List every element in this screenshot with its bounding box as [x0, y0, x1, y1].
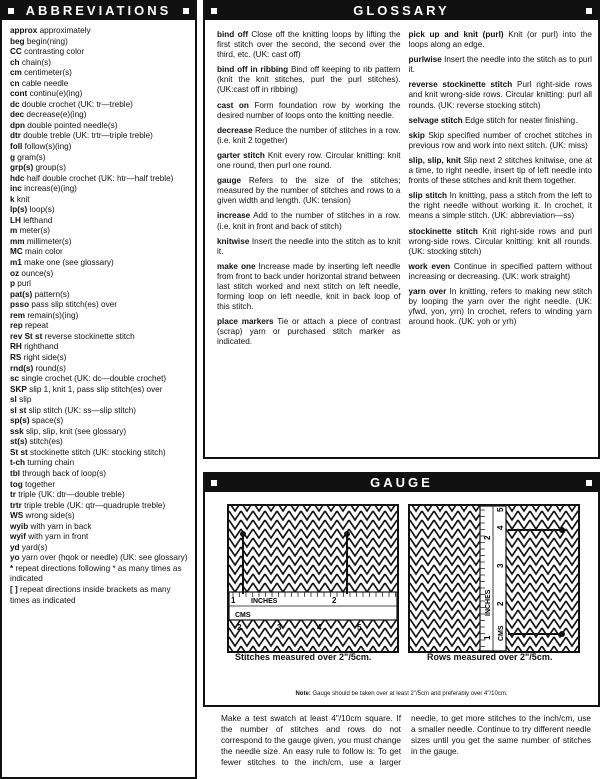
abbreviations-title: ABBREVIATIONS: [2, 2, 195, 20]
abbreviation-term: st(s): [10, 437, 28, 447]
abbreviation-term: k: [10, 194, 15, 204]
glossary-definition: Reduce the number of stitches in a row. (i.e. knit 2 together): [217, 125, 401, 145]
glossary-entry: [409, 262, 593, 282]
abbreviation-item: [10, 332, 189, 343]
abbreviation-term: m1: [10, 258, 22, 268]
abbreviation-item: [10, 226, 189, 237]
cm-tick-label: 5: [496, 507, 505, 512]
abbreviation-definition: half double crochet (UK: htr—half treble): [26, 173, 174, 183]
glossary-term: slip stitch: [408, 191, 448, 201]
abbreviation-term: ch: [10, 57, 20, 67]
abbreviation-term: sl: [10, 395, 17, 405]
glossary-definition: Add to the number of stitches in a row. (i.e. knit in front and back of stitch): [217, 211, 401, 231]
glossary-definition: Knit right-side rows and purl wrong-side rows. Circular knitting: knit all rounds. (UK: stocking stitch): [408, 226, 592, 256]
abbreviation-term: St st: [10, 447, 28, 457]
abbreviation-term: tr: [10, 490, 16, 500]
glossary-entry: [217, 65, 401, 95]
abbreviation-definition: right side(s): [23, 352, 67, 362]
abbreviation-definition: remain(s)(ing): [27, 310, 79, 320]
abbreviation-definition: slip: [19, 395, 32, 405]
abbreviation-item: [10, 448, 189, 459]
abbreviation-term: approx: [10, 26, 38, 35]
knit-stitch: [542, 506, 554, 511]
abbreviation-item: [10, 131, 189, 142]
abbreviation-item: [10, 110, 189, 121]
abbreviations-panel: [0, 0, 197, 779]
pin-head: [559, 631, 565, 637]
glossary-definition: In knitting, refers to making new stitch by looping the yarn over the right needle. (UK: yfwd, yon, yrn) In crochet, refers to winding yarn around hook. (UK: yoh or yrh): [408, 286, 592, 327]
abbreviation-definition: double pointed needle(s): [27, 120, 118, 130]
glossary-entry: [217, 262, 401, 312]
abbreviation-item: [10, 543, 189, 554]
abbreviation-term: SKP: [10, 384, 27, 394]
abbreviation-definition: repeat directions inside brackets as many times as indicated: [10, 584, 171, 605]
knit-stitch: [385, 506, 397, 511]
abbreviation-item: [10, 258, 189, 269]
abbreviation-item: [10, 269, 189, 280]
glossary-definition: Tie or attach a piece of contrast (scrap) yarn or purchased stitch marker as indicated.: [217, 317, 401, 347]
glossary-entry: [409, 156, 593, 186]
abbreviation-definition: space(s): [31, 416, 64, 426]
glossary-definition: In knitting, pass a stitch from the left to the right needle without working it. In crochet, it means a simple stitch. (UK: abbreviation—ss): [408, 191, 592, 221]
glossary-term: decrease: [217, 125, 253, 135]
abbreviation-term: wyib: [10, 521, 29, 531]
knit-stitch: [410, 506, 422, 511]
glossary-term: pick up and knit (purl): [408, 30, 504, 39]
abbreviation-definition: repeat: [25, 321, 49, 331]
knit-stitch: [361, 506, 373, 511]
abbreviation-item: [10, 47, 189, 58]
abbreviation-term: RH: [10, 342, 22, 352]
abbreviation-definition: gram(s): [17, 152, 46, 162]
abbreviation-term: WS: [10, 511, 24, 521]
gauge-title: GAUGE: [205, 474, 598, 492]
abbreviation-term: dpn: [10, 120, 26, 130]
abbreviation-item: [10, 300, 189, 311]
abbreviation-term: CC: [10, 47, 22, 57]
abbreviation-definition: with yarn in back: [30, 521, 92, 531]
pin-head: [240, 531, 246, 537]
abbreviation-item: [10, 205, 189, 216]
abbreviation-definition: follow(s)(ing): [24, 142, 72, 152]
abbreviation-item: [10, 490, 189, 501]
abbreviation-definition: approximately: [39, 26, 91, 35]
abbreviation-term: g: [10, 152, 16, 162]
abbreviation-definition: turning chain: [27, 458, 75, 468]
abbreviation-definition: make one (see glossary): [24, 258, 114, 268]
stitch-swatch-illustration: [229, 506, 397, 651]
knit-stitch: [434, 506, 446, 511]
glossary-entry: [409, 227, 593, 257]
abbreviation-definition: double crochet (UK: tr—treble): [21, 99, 133, 109]
glossary-term: slip, slip, knit: [408, 155, 461, 165]
abbreviation-item: [10, 395, 189, 406]
ruler-inches-label: INCHES: [485, 589, 492, 616]
glossary-term: knitwise: [217, 236, 250, 246]
abbreviation-item: [10, 564, 189, 585]
abbreviation-term: ssk: [10, 426, 24, 436]
abbreviation-item: [10, 469, 189, 480]
glossary-entry: [409, 131, 593, 151]
abbreviation-item: [10, 458, 189, 469]
inch-tick-label: 1: [231, 596, 236, 605]
abbreviation-definition: triple (UK: dtr—double treble): [18, 490, 125, 500]
abbreviation-term: *: [10, 563, 14, 573]
cm-tick-label: 3: [277, 623, 282, 632]
glossary-definition: Slip next 2 stitches knitwise, one at a time, to right needle, insert tip of left needle into fronts of these stitches and knit them together.: [408, 155, 592, 186]
glossary-definition: Form foundation row by working the desired number of loops onto the knitting needle.: [217, 100, 401, 120]
abbreviation-definition: double treble (UK: trtr—triple treble): [23, 131, 153, 141]
abbreviation-definition: through back of loop(s): [22, 468, 107, 478]
cm-tick-label: 4: [317, 623, 322, 632]
glossary-definition: Knit (or purl) into the loops along an edge.: [408, 30, 592, 50]
glossary-term: make one: [217, 261, 256, 271]
abbreviation-term: tbl: [10, 468, 21, 478]
knit-stitch: [313, 506, 325, 511]
inch-tick-label: 2: [332, 596, 337, 605]
abbreviation-item: [10, 553, 189, 564]
glossary-entry: [409, 80, 593, 110]
cm-tick-label: 2: [496, 601, 505, 606]
abbreviation-definition: decrease(e)(ing): [26, 110, 87, 120]
abbreviation-definition: slip 1, knit 1, pass slip stitch(es) over: [29, 384, 163, 394]
abbreviation-term: yo: [10, 553, 20, 563]
knit-stitch: [301, 506, 313, 511]
abbreviation-term: lp(s): [10, 205, 28, 215]
abbreviation-term: dtr: [10, 131, 21, 141]
ruler-cms-label: CMS: [498, 625, 505, 641]
abbreviation-term: rev St st: [10, 331, 43, 341]
abbreviation-definition: round(s): [35, 363, 66, 373]
abbreviation-definition: pattern(s): [34, 289, 70, 299]
abbreviation-definition: meter(s): [19, 226, 51, 236]
abbreviation-term: hdc: [10, 173, 25, 183]
stitch-gauge-swatch: [227, 504, 399, 653]
abbreviation-term: cont: [10, 89, 28, 99]
abbreviation-definition: cable needle: [21, 78, 69, 88]
abbreviation-definition: reverse stockinette stitch: [44, 331, 135, 341]
glossary-entry: [409, 191, 593, 221]
knit-stitch: [506, 506, 518, 511]
abbreviation-item: [10, 480, 189, 491]
abbreviation-item: [10, 311, 189, 322]
abbreviation-definition: slip stitch (UK: ss—slip stitch): [28, 405, 137, 415]
abbreviation-definition: pass slip stitch(es) over: [31, 300, 117, 310]
glossary-term: skip: [408, 130, 425, 140]
abbreviation-term: sp(s): [10, 416, 30, 426]
knit-stitch: [289, 506, 301, 511]
abbreviation-term: foll: [10, 142, 23, 152]
knit-stitch: [277, 506, 289, 511]
knit-stitch: [349, 506, 361, 511]
knit-stitch: [253, 506, 265, 511]
abbreviation-item: [10, 511, 189, 522]
abbreviation-term: sl st: [10, 405, 27, 415]
row-gauge-swatch: [408, 504, 580, 653]
glossary-term: garter stitch: [217, 150, 265, 160]
abbreviation-item: [10, 585, 189, 606]
abbreviation-definition: yard(s): [21, 542, 48, 552]
cm-tick-label: 2: [237, 623, 242, 632]
abbreviation-definition: stockinette stitch (UK: stocking stitch): [30, 447, 166, 457]
abbreviation-term: oz: [10, 268, 20, 278]
abbreviation-definition: single crochet (UK: dc—double crochet): [21, 374, 167, 384]
abbreviation-definition: wrong side(s): [25, 511, 75, 521]
abbreviation-term: RS: [10, 352, 22, 362]
knit-stitch: [325, 506, 337, 511]
knit-stitch: [229, 506, 241, 511]
glossary-column-left: [217, 30, 401, 353]
gauge-body-text: Make a test swatch at least 4"/10cm square. If the number of stitches and rows do not correspond to the gauge given, you must change the needle size. An easy rule to follow is: To get fewer stitches to the inch/cm, use a larger needle, to get more stitches to the inch/cm, use a smaller needle. Continue to try different needle sizes until you get the same number of stitches in the gauge.: [221, 713, 591, 767]
abbreviation-item: [10, 58, 189, 69]
abbreviation-definition: chain(s): [21, 57, 51, 67]
knit-stitch: [458, 506, 470, 511]
gauge-note-text: Gauge should be taken over at least 2"/5cm and preferably over 4"/10cm.: [312, 691, 508, 697]
abbreviation-definition: millimeter(s): [26, 236, 72, 246]
glossary-column-right: [409, 30, 593, 353]
abbreviation-term: [ ]: [10, 584, 18, 594]
abbreviation-definition: stitch(es): [29, 437, 63, 447]
abbreviation-definition: righthand: [24, 342, 59, 352]
abbreviation-item: [10, 290, 189, 301]
abbreviation-item: [10, 342, 189, 353]
abbreviation-item: [10, 121, 189, 132]
glossary-definition: Insert the needle into the stitch as to knit it.: [217, 236, 401, 256]
abbreviation-definition: begin(ning): [26, 36, 68, 46]
abbreviation-item: [10, 321, 189, 332]
abbreviation-item: [10, 100, 189, 111]
cm-tick-label: 4: [496, 525, 505, 530]
abbreviation-item: [10, 184, 189, 195]
glossary-entry: [217, 237, 401, 257]
glossary-entry: [217, 211, 401, 231]
abbreviation-item: [10, 26, 189, 37]
abbreviation-item: [10, 79, 189, 90]
cm-tick-label: 5: [357, 623, 362, 632]
abbreviation-item: [10, 247, 189, 258]
glossary-definition: Increase made by inserting left needle from front to back under horizontal strand between last stitch worked and next stitch on left needle, forming loop on left needle, knit in back loop of this stitch.: [217, 261, 401, 312]
glossary-entry: [409, 116, 593, 126]
glossary-entry: [217, 317, 401, 347]
gauge-note: [205, 691, 598, 697]
abbreviation-term: pat(s): [10, 289, 33, 299]
abbreviation-item: [10, 501, 189, 512]
abbreviation-item: [10, 195, 189, 206]
abbreviation-term: beg: [10, 36, 25, 46]
abbreviation-item: [10, 37, 189, 48]
inch-tick-label: 1: [483, 635, 492, 640]
abbreviation-term: yd: [10, 542, 20, 552]
abbreviation-definition: purl: [17, 279, 31, 289]
knit-stitch: [373, 506, 385, 511]
abbreviation-term: t-ch: [10, 458, 26, 468]
glossary-definition: Edge stitch for neater finishing.: [464, 115, 578, 125]
abbreviation-term: dec: [10, 110, 25, 120]
abbreviation-definition: repeat directions following * as many times as indicated: [10, 563, 182, 584]
abbreviation-term: dc: [10, 99, 20, 109]
abbreviation-term: cn: [10, 78, 20, 88]
abbreviation-term: MC: [10, 247, 23, 257]
glossary-panel: [203, 0, 600, 459]
abbreviation-term: inc: [10, 184, 22, 194]
gauge-note-label: Note:: [295, 691, 311, 697]
abbreviation-item: [10, 522, 189, 533]
abbreviation-term: wyif: [10, 532, 26, 542]
abbreviation-item: [10, 163, 189, 174]
cm-tick-label: 3: [496, 563, 505, 568]
glossary-definition: Refers to the size of the stitches; measured by the number of stitches and rows to a given width and length. (UK: tension): [217, 176, 401, 206]
glossary-title: GLOSSARY: [205, 2, 598, 20]
abbreviation-term: sc: [10, 374, 20, 384]
abbreviation-definition: centimeter(s): [24, 68, 72, 78]
glossary-entry: [217, 126, 401, 146]
knit-stitch: [446, 506, 458, 511]
glossary-term: work even: [408, 261, 451, 271]
knit-stitch: [518, 506, 530, 511]
glossary-term: place markers: [217, 317, 274, 327]
abbreviation-item: [10, 279, 189, 290]
abbreviation-term: m: [10, 226, 18, 236]
glossary-term: bind off in ribbing: [217, 65, 289, 75]
abbreviation-term: cm: [10, 68, 22, 78]
glossary-definition: Bind off keeping to rib pattern (knit the knit stitches, purl the purl stitches). (UK:cast off in ribbing): [217, 65, 401, 95]
glossary-entry: [217, 151, 401, 171]
ruler-inches-label: INCHES: [251, 598, 278, 605]
glossary-term: increase: [217, 211, 251, 221]
abbreviation-term: tog: [10, 479, 23, 489]
knit-stitch: [554, 506, 566, 511]
glossary-entry: [409, 30, 593, 50]
abbreviation-definition: with yarn in front: [28, 532, 89, 542]
knit-stitch: [265, 506, 277, 511]
row-swatch-illustration: [410, 506, 578, 651]
abbreviation-item: [10, 374, 189, 385]
glossary-entry: [409, 287, 593, 327]
inch-tick-label: 2: [483, 535, 492, 540]
abbreviation-item: [10, 353, 189, 364]
abbreviation-definition: slip, slip, knit (see glossary): [25, 426, 127, 436]
glossary-definition: Knit every row. Circular knitting: knit one round, then purl one round.: [217, 150, 401, 171]
ruler-cms-label: CMS: [235, 612, 251, 619]
abbreviation-item: [10, 174, 189, 185]
glossary-definition: Skip specified number of crochet stitches in previous row and work into next stitch. (UK: miss): [408, 130, 592, 150]
abbreviation-definition: loop(s): [29, 205, 55, 215]
abbreviation-item: [10, 68, 189, 79]
glossary-definition: Close off the knitting loops by lifting the first stitch over the second, the second over the third, etc. (UK: cast off): [217, 30, 401, 60]
abbreviation-term: p: [10, 279, 16, 289]
glossary-definition: Insert the needle into the stitch as to purl it.: [408, 55, 592, 75]
abbreviation-definition: knit: [16, 194, 30, 204]
knit-stitch: [337, 506, 349, 511]
glossary-term: yarn over: [408, 286, 447, 296]
glossary-term: reverse stockinette stitch: [408, 80, 513, 90]
abbreviation-item: [10, 142, 189, 153]
abbreviation-definition: yarn over (hqok or needle) (UK: see glossary): [21, 553, 188, 563]
abbreviation-term: grp(s): [10, 163, 34, 173]
glossary-definition: Purl right-side rows and knit wrong-side rows. Circular knitting: purl all rounds. (UK: reverse stocking stitch): [408, 80, 593, 110]
abbreviation-term: mm: [10, 236, 25, 246]
abbreviation-item: [10, 406, 189, 417]
abbreviation-definition: contrasting color: [24, 47, 85, 57]
glossary-term: stockinette stitch: [408, 226, 478, 236]
abbreviation-item: [10, 416, 189, 427]
glossary-entry: [409, 55, 593, 75]
glossary-term: bind off: [217, 30, 249, 39]
knit-stitch: [422, 506, 434, 511]
glossary-entry: [217, 30, 401, 60]
abbreviation-definition: together: [25, 479, 56, 489]
abbreviation-definition: increas(e)(ing): [24, 184, 77, 194]
abbreviation-term: rnd(s): [10, 363, 34, 373]
abbreviation-definition: main color: [25, 247, 63, 257]
abbreviation-definition: triple treble (UK: qtr—quadruple treble): [24, 500, 166, 510]
glossary-entry: [217, 101, 401, 121]
abbreviation-item: [10, 216, 189, 227]
knit-stitch: [241, 506, 253, 511]
abbreviation-item: [10, 364, 189, 375]
pin-head: [344, 531, 350, 537]
glossary-definition: Continue in specified pattern without increasing or decreasing. (UK: work straight): [408, 261, 592, 281]
glossary-term: selvage stitch: [408, 115, 463, 125]
abbreviation-item: [10, 532, 189, 543]
glossary-entry: [217, 176, 401, 206]
glossary-term: purlwise: [408, 55, 442, 65]
abbreviation-term: rep: [10, 321, 23, 331]
abbreviation-definition: continu(e)(ing): [29, 89, 83, 99]
abbreviation-term: trtr: [10, 500, 22, 510]
glossary-term: gauge: [217, 176, 242, 186]
abbreviation-item: [10, 385, 189, 396]
abbreviation-item: [10, 427, 189, 438]
abbreviation-term: rem: [10, 310, 26, 320]
abbreviation-item: [10, 89, 189, 100]
abbreviation-definition: ounce(s): [21, 268, 54, 278]
abbreviation-item: [10, 437, 189, 448]
abbreviation-definition: lefthand: [23, 215, 53, 225]
knit-stitch: [530, 506, 542, 511]
glossary-term: cast on: [217, 100, 249, 110]
knit-texture: [229, 506, 397, 651]
abbreviation-item: [10, 153, 189, 164]
abbreviation-definition: group(s): [35, 163, 66, 173]
abbreviation-term: LH: [10, 215, 21, 225]
knit-stitch: [566, 506, 578, 511]
abbreviation-term: psso: [10, 300, 30, 310]
abbreviations-list: [2, 20, 195, 606]
row-gauge-caption: Rows measured over 2"/5cm.: [427, 652, 553, 662]
abbreviation-item: [10, 237, 189, 248]
pin-head: [559, 527, 565, 533]
stitch-gauge-caption: Stitches measured over 2"/5cm.: [235, 652, 372, 662]
gauge-panel: [203, 472, 600, 707]
